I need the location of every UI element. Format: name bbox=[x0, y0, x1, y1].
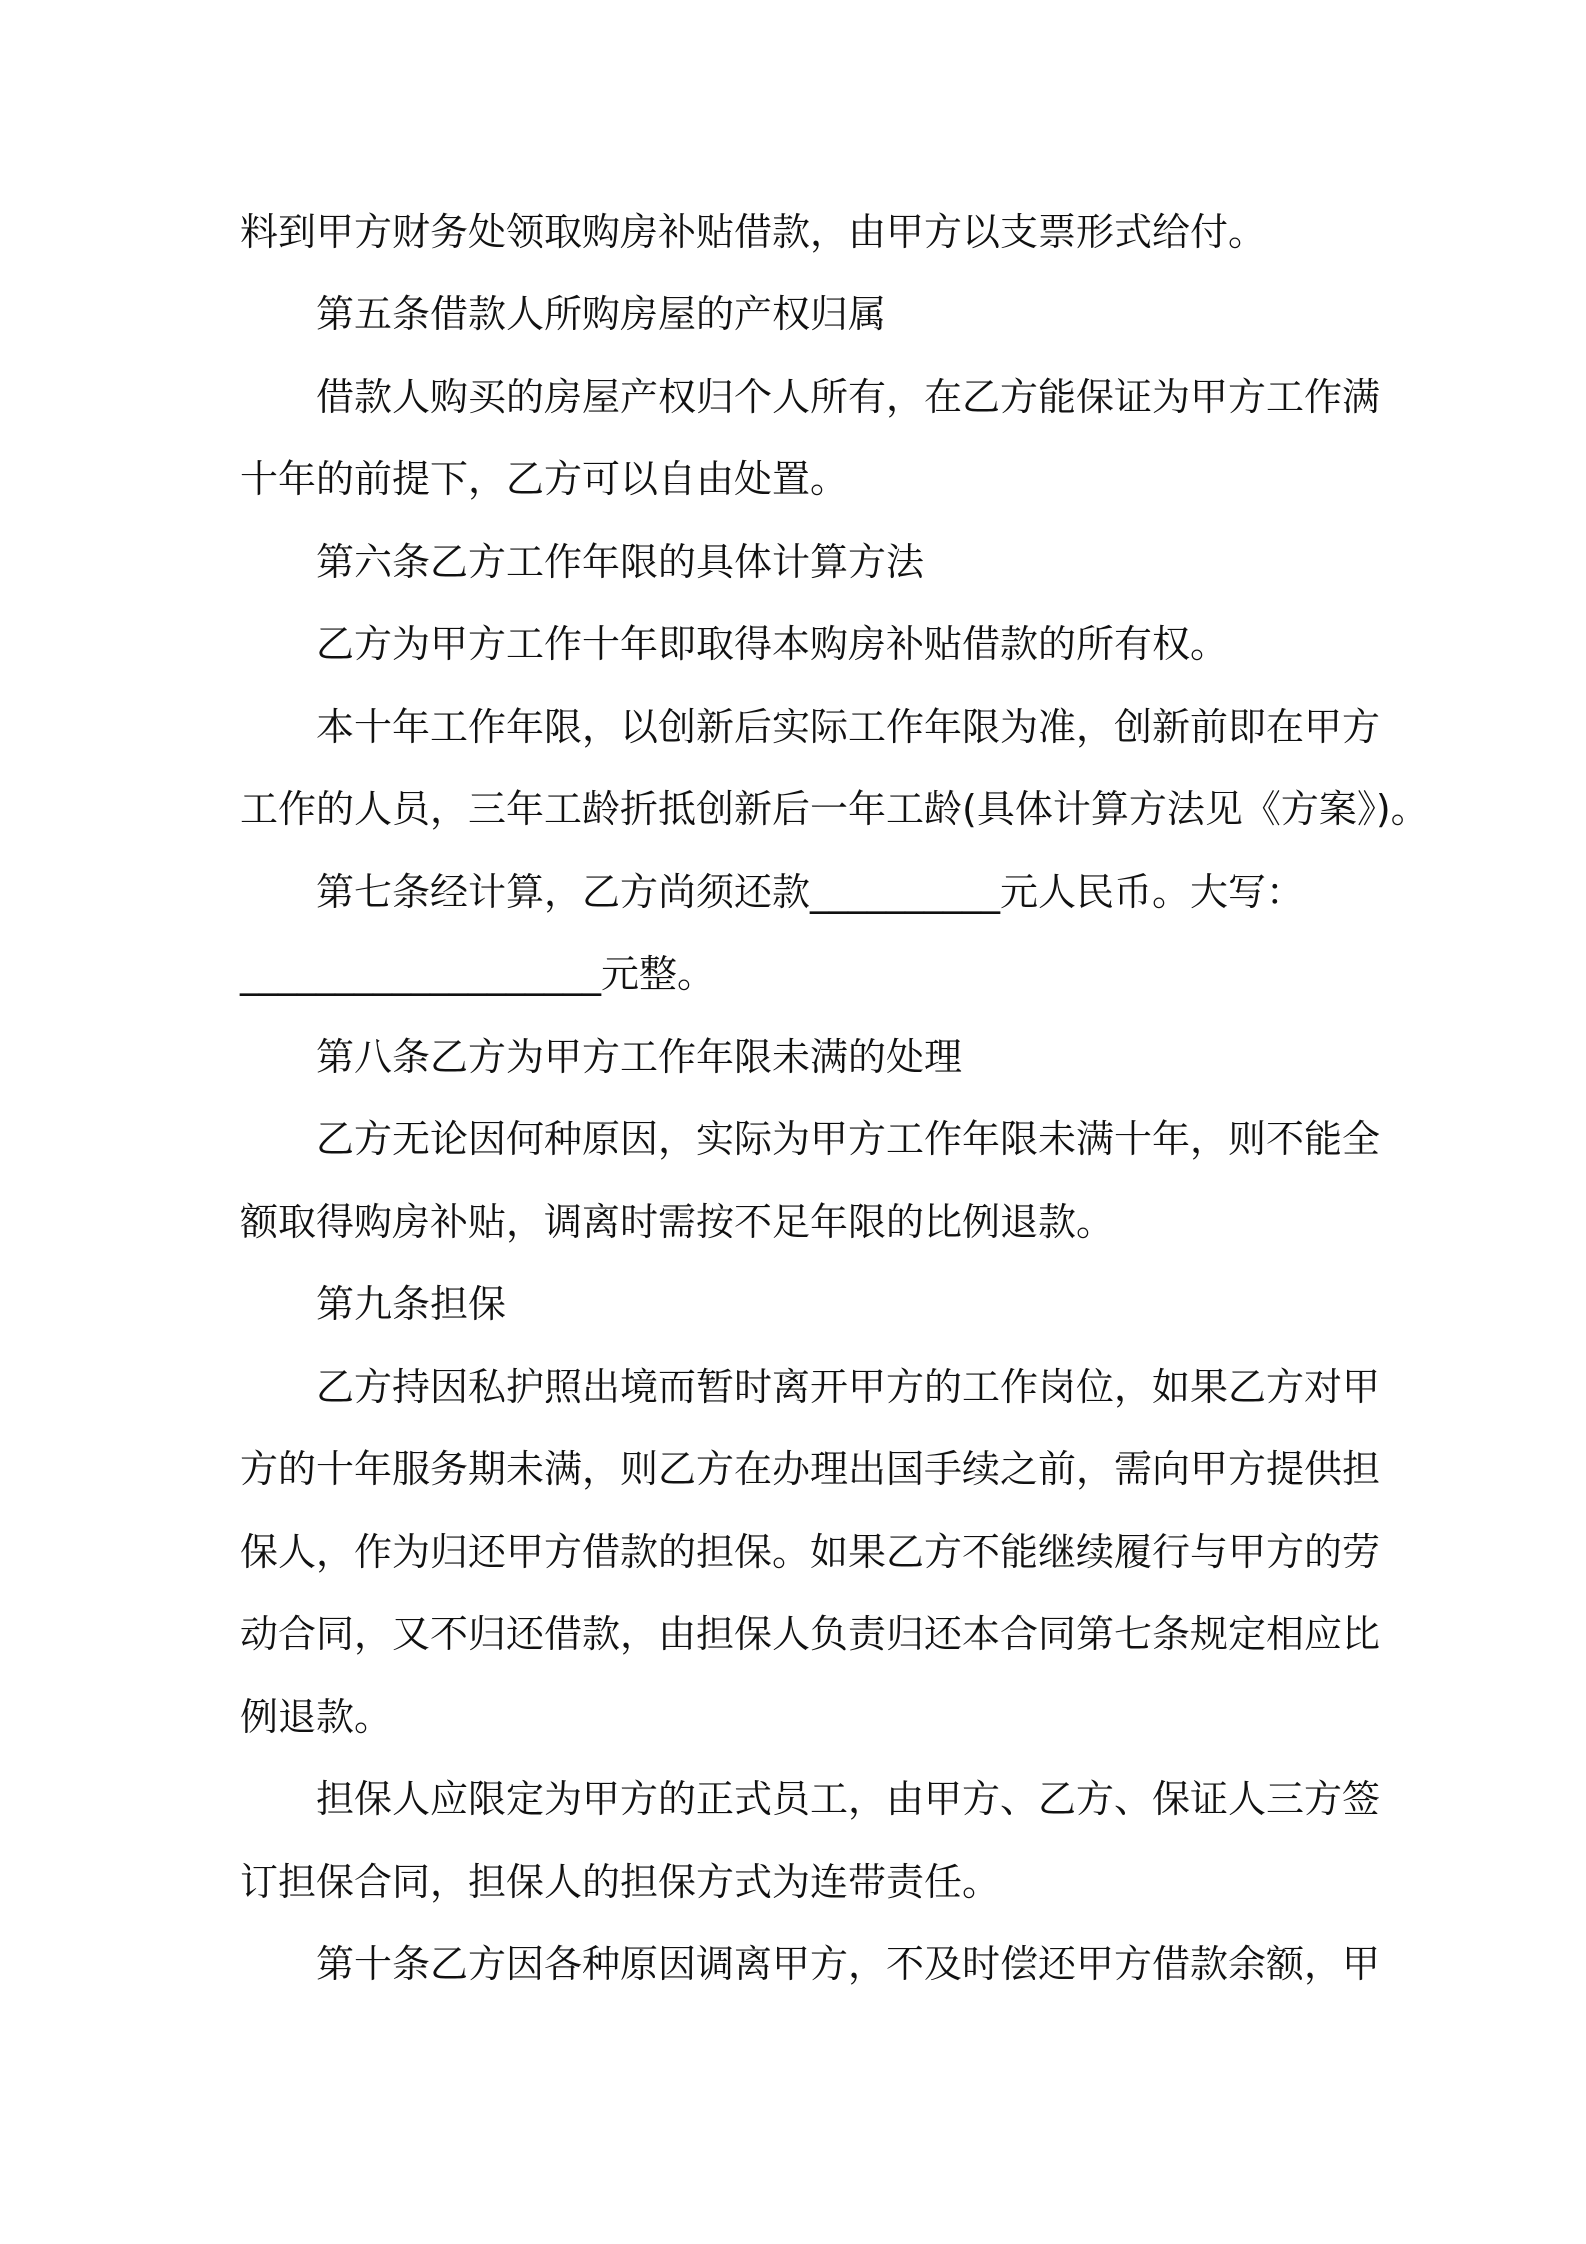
text-line: 额取得购房补贴，调离时需按不足年限的比例退款。 bbox=[240, 1200, 1115, 1244]
text-line: 动合同，又不归还借款，由担保人负责归还本合同第七条规定相应比 bbox=[240, 1612, 1381, 1656]
text-line: 乙方持因私护照出境而暂时离开甲方的工作岗位，如果乙方对甲 bbox=[316, 1365, 1381, 1409]
text-line: 订担保合同，担保人的担保方式为连带责任。 bbox=[240, 1860, 1001, 1904]
text-line: 乙方为甲方工作十年即取得本购房补贴借款的所有权。 bbox=[316, 622, 1229, 666]
text-line: 例退款。 bbox=[240, 1695, 393, 1739]
text-line: 保人，作为归还甲方借款的担保。如果乙方不能继续履行与甲方的劳 bbox=[240, 1530, 1381, 1574]
article-heading: 第六条乙方工作年限的具体计算方法 bbox=[316, 540, 925, 584]
text-line: 方的十年服务期未满，则乙方在办理出国手续之前，需向甲方提供担 bbox=[240, 1447, 1381, 1491]
amount-line: 第七条经计算，乙方尚须还款__________元人民币。大写： bbox=[316, 870, 1305, 914]
text-line: 料到甲方财务处领取购房补贴借款，由甲方以支票形式给付。 bbox=[240, 210, 1267, 254]
article-heading: 第十条乙方因各种原因调离甲方，不及时偿还甲方借款余额，甲 bbox=[316, 1942, 1381, 1986]
text-line: 借款人购买的房屋产权归个人所有，在乙方能保证为甲方工作满 bbox=[316, 375, 1381, 419]
text-line: 担保人应限定为甲方的正式员工，由甲方、乙方、保证人三方签 bbox=[316, 1777, 1381, 1821]
text-line: 十年的前提下，乙方可以自由处置。 bbox=[240, 457, 849, 501]
article-heading: 第八条乙方为甲方工作年限未满的处理 bbox=[316, 1035, 963, 1079]
article-heading: 第五条借款人所购房屋的产权归属 bbox=[316, 292, 887, 336]
article-heading: 第九条担保 bbox=[316, 1282, 507, 1326]
text-line: 乙方无论因何种原因，实际为甲方工作年限未满十年，则不能全 bbox=[316, 1117, 1381, 1161]
amount-words-line: ___________________元整。 bbox=[240, 952, 716, 996]
text-line: 工作的人员，三年工龄折抵创新后一年工龄(具体计算方法见《方案》)。 bbox=[240, 787, 1429, 831]
text-line: 本十年工作年限，以创新后实际工作年限为准，创新前即在甲方 bbox=[316, 705, 1381, 749]
